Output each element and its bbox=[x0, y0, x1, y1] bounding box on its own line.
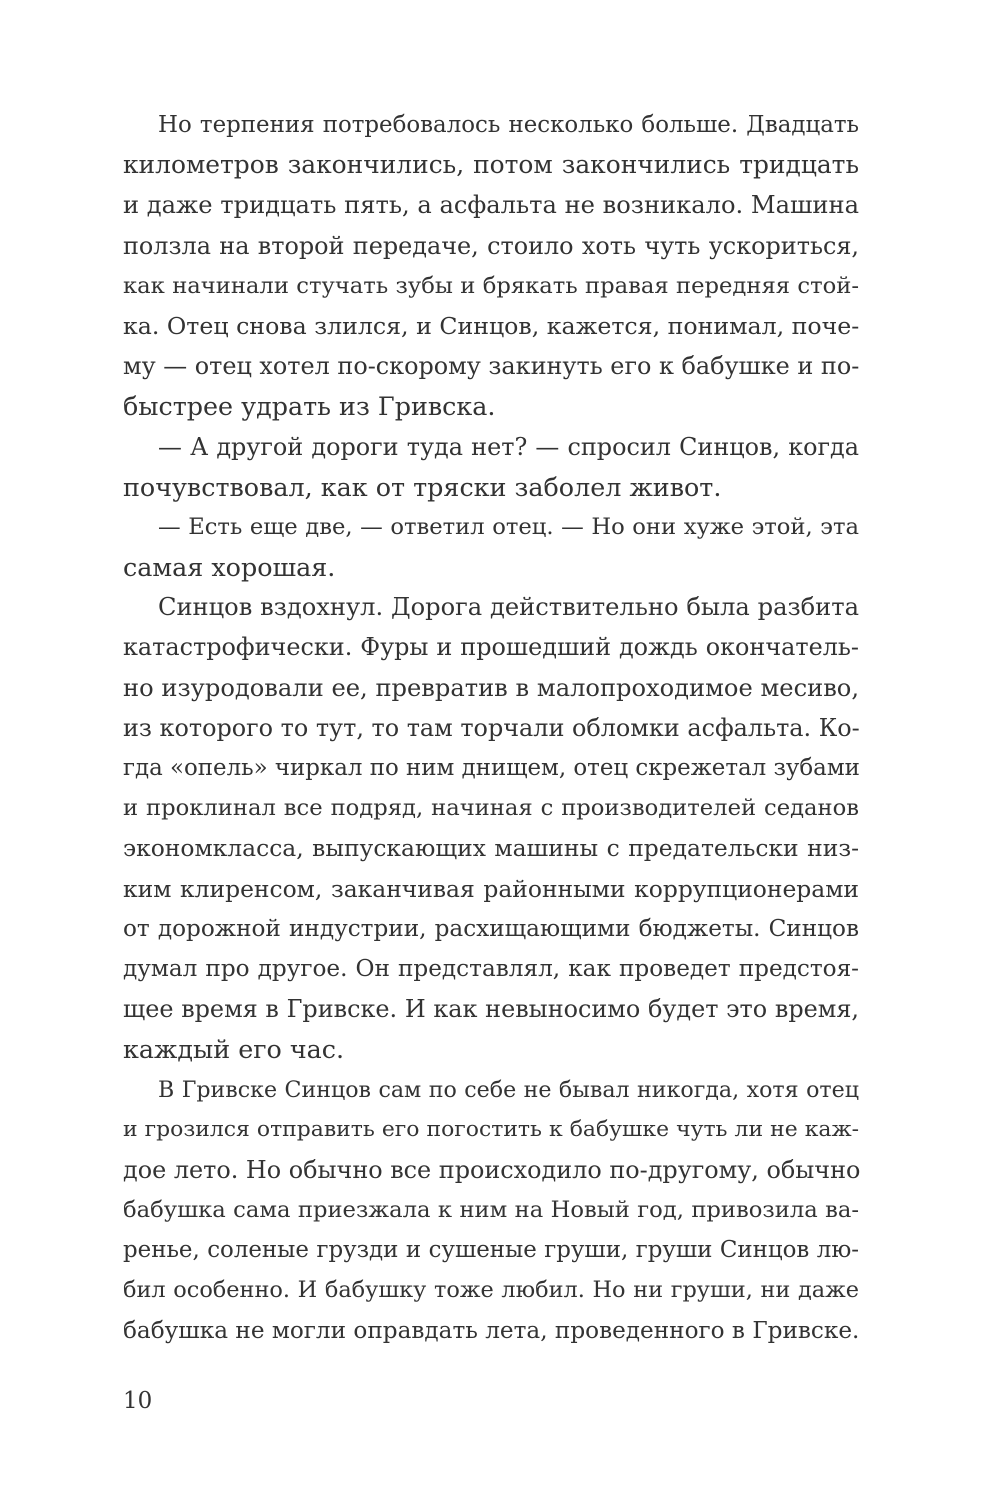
paragraph-5-line-3: дое лето. Но обычно все происходило по-другому, обычно bbox=[123, 1155, 861, 1184]
paragraph-5-line-1: В Гривске Синцов сам по себе не бывал никогда, хотя отец bbox=[158, 1076, 859, 1103]
paragraph-4-line-12: каждый его час. bbox=[123, 1034, 345, 1065]
paragraph-4-line-2: катастрофически. Фуры и прошедший дождь окончатель- bbox=[123, 633, 859, 662]
body-text bbox=[123, 105, 859, 1351]
paragraph-5-line-6: бил особенно. И бабушку тоже любил. Но ни груши, ни даже bbox=[123, 1277, 859, 1304]
paragraph-1-line-7: му — отец хотел по-скорому закинуть его к бабушке и по- bbox=[123, 352, 860, 381]
paragraph-1-line-1: Но терпения потребовалось несколько больше. Двадцать bbox=[158, 112, 859, 138]
paragraph-1-line-2: километров закончились, потом закончились тридцать bbox=[123, 150, 859, 180]
paragraph-3-line-1: — Есть еще две, — ответил отец. — Но они хуже этой, эта bbox=[158, 513, 859, 540]
paragraph-4-line-1: Синцов вздохнул. Дорога действительно была разбита bbox=[158, 593, 859, 622]
paragraph-4-line-10: думал про другое. Он представлял, как проведет предстоя- bbox=[123, 955, 859, 982]
paragraph-4-line-7: экономкласса, выпускающих машины с предательски низ- bbox=[123, 834, 859, 863]
paragraph-1-line-6: ка. Отец снова злился, и Синцов, кажется, понимал, поче- bbox=[123, 311, 860, 340]
page-number: 10 bbox=[123, 1388, 153, 1414]
paragraph-5-line-5: ренье, соленые грузди и сушеные груши, груши Синцов лю- bbox=[123, 1237, 859, 1264]
paragraph-1-line-4: ползла на второй передаче, стоило хоть чуть ускориться, bbox=[123, 231, 859, 260]
paragraph-4-line-5: гда «опель» чиркал по ним днищем, отец скрежетал зубами bbox=[123, 755, 860, 781]
paragraph-1-line-8: быстрее удрать из Гривска. bbox=[123, 391, 496, 422]
paragraph-3-line-2: самая хорошая. bbox=[123, 552, 336, 583]
paragraph-4-line-11: щее время в Гривске. И как невыносимо будет это время, bbox=[123, 995, 859, 1024]
paragraph-4-line-9: от дорожной индустрии, расхищающими бюджеты. Синцов bbox=[123, 915, 859, 942]
paragraph-1-line-5: как начинали стучать зубы и брякать правая передняя стой- bbox=[123, 272, 859, 299]
paragraph-2-line-1: — А другой дороги туда нет? — спросил Синцов, когда bbox=[158, 432, 859, 461]
paragraph-4-line-3: но изуродовали ее, превратив в малопроходимое месиво, bbox=[123, 673, 859, 702]
paragraph-4-line-4: из которого то тут, то там торчали обломки асфальта. Ко- bbox=[123, 713, 860, 742]
paragraph-4-line-6: и проклинал все подряд, начиная с производителей седанов bbox=[123, 795, 859, 822]
paragraph-5-line-4: бабушка сама приезжала к ним на Новый год, привозила ва- bbox=[123, 1197, 859, 1224]
paragraph-1-line-3: и даже тридцать пять, а асфальта не возникало. Машина bbox=[123, 191, 859, 220]
paragraph-4-line-8: ким клиренсом, заканчивая районными коррупционерами bbox=[123, 874, 859, 903]
paragraph-5-line-7: бабушка не могли оправдать лета, проведенного в Гривске. bbox=[123, 1317, 860, 1344]
paragraph-5-line-2: и грозился отправить его погостить к бабушке чуть ли не каж- bbox=[123, 1116, 859, 1142]
paragraph-2-line-2: почувствовал, как от тряски заболел живот. bbox=[123, 471, 722, 502]
